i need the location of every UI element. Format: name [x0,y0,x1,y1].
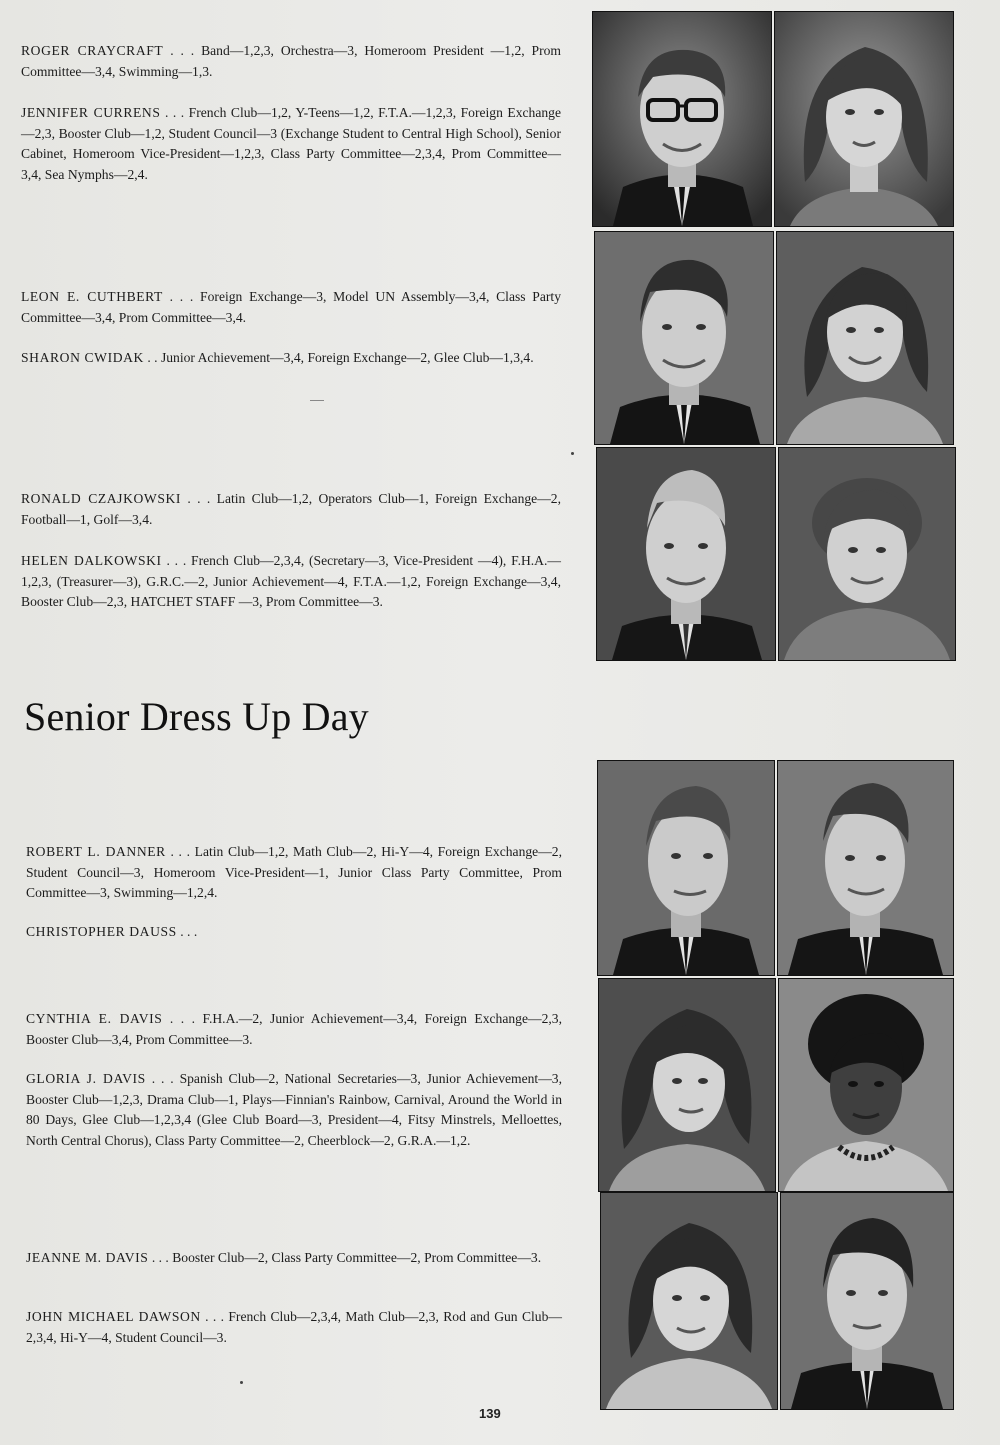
student-activities: . . . Band—1,2,3, Orchestra—3, Homeroom President —1,2, Prom Committee—3,4, Swimming—1,3. [21,43,561,79]
portrait-male-icon [595,232,773,444]
student-name: CHRISTOPHER DAUSS [26,924,177,939]
student-name: HELEN DALKOWSKI [21,553,162,568]
portrait-photo-sharon-cwidak [776,231,954,445]
portrait-female-icon [779,448,955,660]
student-name: GLORIA J. DAVIS [26,1071,146,1086]
portrait-photo-robert-danner [597,760,775,976]
portrait-photo-jeanne-davis [600,1192,778,1410]
print-speck [310,400,324,401]
portrait-male-icon [781,1193,953,1409]
student-name: LEON E. CUTHBERT [21,289,163,304]
student-activities: . . . French Club—2,3,4, Math Club—2,3, Rod and Gun Club—2,3,4, Hi-Y—4, Student Council—3. [26,1309,562,1345]
portrait-photo-ronald-czajkowski [596,447,776,661]
print-speck [571,452,574,455]
student-activities: . . . French Club—2,3,4, (Secretary—3, Vice-President —4), F.H.A.—1,2,3, (Treasurer—3), G.R.C.—2, Junior Achievement—4, F.T.A.—1,2, Foreign Exchange—3,4, Booster Club—2,3, HATCHET STAFF —3, Prom Committee—3. [21,553,561,609]
student-name: ROBERT L. DANNER [26,844,166,859]
portrait-female-icon [599,979,775,1191]
student-activities: . . . Latin Club—1,2, Operators Club—1, Foreign Exchange—2, Football—1, Golf—3,4. [21,491,561,527]
student-activities: . . . Latin Club—1,2, Math Club—2, Hi-Y—4, Foreign Exchange—2, Student Council—3, Homeroom Vice-President—1, Junior Class Party Committee, Prom Committee—3, Swimming—1,2,4. [26,844,562,900]
portrait-photo-helen-dalkowski [778,447,956,661]
portrait-male-icon [598,761,774,975]
portrait-female-icon [777,232,953,444]
portrait-photo-jennifer-currens [774,11,954,227]
portrait-female-icon [779,979,953,1191]
student-name: SHARON CWIDAK [21,350,144,365]
entry-christopher-dauss [26,922,562,943]
student-name: JENNIFER CURRENS [21,105,161,120]
student-activities: . . . [176,924,198,939]
portrait-photo-cynthia-davis [598,978,776,1192]
page-number: 139 [479,1406,501,1421]
portrait-photo-christopher-dauss [777,760,954,976]
portrait-female-icon [601,1193,777,1409]
entry-jennifer-currens [21,103,561,185]
portrait-photo-roger-craycraft [592,11,772,227]
entry-helen-dalkowski [21,551,561,613]
portrait-female-icon [775,12,953,226]
entry-john-dawson [26,1307,562,1348]
entry-robert-danner [26,842,562,904]
student-activities: . . . Foreign Exchange—3, Model UN Assembly—3,4, Class Party Committee—3,4, Prom Committee—3,4. [21,289,561,325]
entry-gloria-davis [26,1069,562,1151]
entry-leon-cuthbert [21,287,561,328]
entry-roger-craycraft [21,41,561,82]
student-activities: . . . F.H.A.—2, Junior Achievement—3,4, Foreign Exchange—2,3, Booster Club—3,4, Prom Committee—3. [26,1011,562,1047]
student-activities: . . . Booster Club—2, Class Party Committee—2, Prom Committee—3. [148,1250,542,1265]
entry-cynthia-davis [26,1009,562,1050]
portrait-male-icon [778,761,953,975]
student-name: JOHN MICHAEL DAWSON [26,1309,201,1324]
student-name: CYNTHIA E. DAVIS [26,1011,163,1026]
print-speck [240,1381,243,1384]
portrait-male-icon [597,448,775,660]
student-name: JEANNE M. DAVIS [26,1250,149,1265]
student-activities: . . . French Club—1,2, Y-Teens—1,2, F.T.A.—1,2,3, Foreign Exchange—2,3, Booster Club—1,2, Student Council—3 (Exchange Student to Central High School), Senior Cabinet, Homeroom Vice-President—1,2,3, Class Party Committee—2,3,4, Prom Committee—3,4, Sea Nymphs—2,4. [21,105,561,182]
entry-jeanne-davis [26,1248,562,1269]
entry-sharon-cwidak [21,348,561,369]
student-activities: . . Junior Achievement—3,4, Foreign Exchange—2, Glee Club—1,3,4. [143,350,534,365]
portrait-photo-gloria-davis [778,978,954,1192]
student-name: RONALD CZAJKOWSKI [21,491,182,506]
portrait-photo-john-dawson [780,1192,954,1410]
section-heading: Senior Dress Up Day [24,694,369,739]
entry-ronald-czajkowski [21,489,561,530]
portrait-photo-leon-cuthbert [594,231,774,445]
student-name: ROGER CRAYCRAFT [21,43,164,58]
student-activities: . . . Spanish Club—2, National Secretaries—3, Junior Achievement—3, Booster Club—1,2,3, Drama Club—1, Plays—Finnian's Rainbow, Carnival, Around the World in 80 Days, Glee Club—1,2,3,4 (Glee Club Board—3, President—4, Fitsy Minstrels, Melloettes, North Central Chorus), Class Party Committee—2, Cheerblock—2, G.R.A.—1,2. [26,1071,562,1148]
portrait-male-glasses-icon [593,12,771,226]
